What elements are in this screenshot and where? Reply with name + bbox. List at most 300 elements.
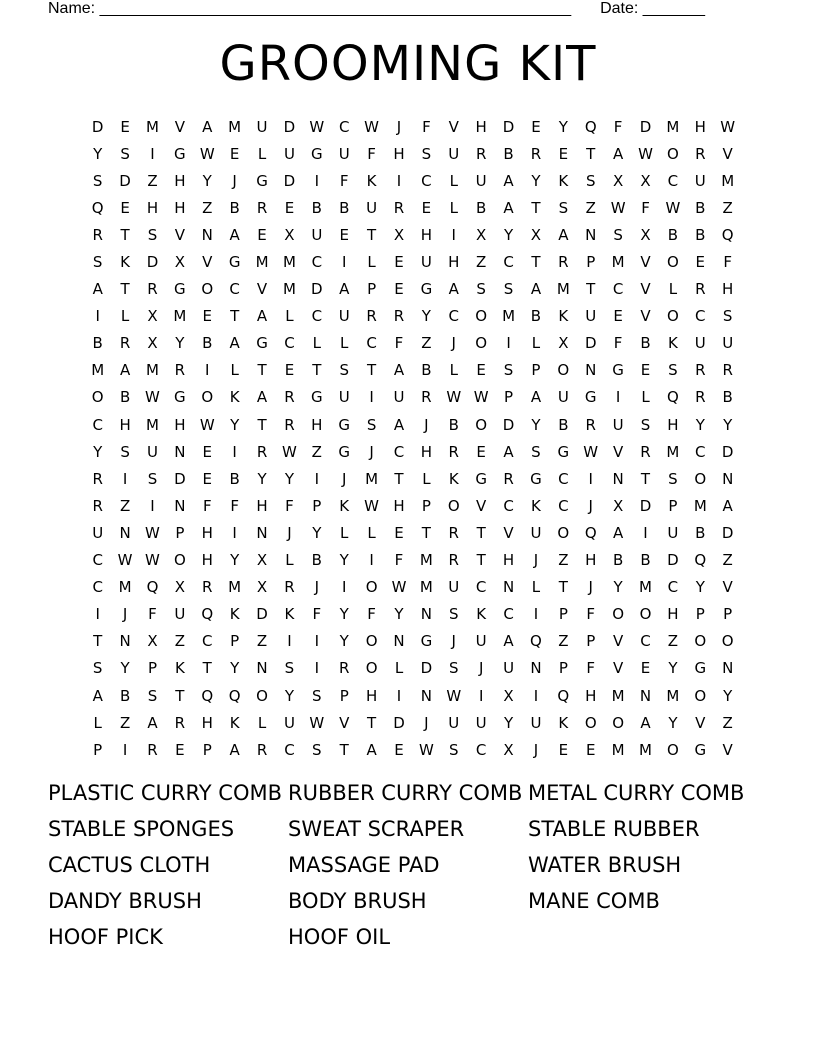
grid-letter: S (449, 659, 459, 678)
grid-row (84, 221, 741, 248)
grid-letter: H (146, 198, 159, 217)
grid-letter: O (365, 578, 378, 597)
grid-letter: M (666, 686, 680, 705)
grid-letter: A (339, 280, 350, 299)
grid-letter: I (506, 334, 511, 353)
grid-letter: A (612, 523, 624, 542)
grid-letter: N (585, 361, 597, 380)
grid-letter: D (256, 605, 268, 624)
grid-letter: S (147, 225, 158, 244)
grid-letter: X (558, 334, 569, 353)
grid-row (84, 438, 741, 465)
grid-letter: R (284, 578, 295, 597)
grid-letter: L (668, 280, 678, 299)
grid-letter: P (175, 523, 185, 542)
grid-letter: Y (284, 469, 295, 488)
grid-letter: M (666, 117, 680, 136)
grid-letter: M (639, 740, 652, 759)
grid-letter: N (201, 225, 213, 244)
grid-letter: T (257, 361, 267, 380)
grid-letter: S (120, 442, 130, 461)
grid-letter: J (396, 117, 402, 136)
grid-letter: G (174, 280, 186, 299)
grid-letter: U (722, 334, 734, 353)
grid-letter: M (282, 280, 296, 299)
grid-letter: R (393, 198, 405, 217)
grid-row (84, 140, 741, 167)
grid-letter: B (339, 198, 350, 217)
grid-letter: C (338, 117, 350, 136)
grid-letter: N (256, 659, 268, 678)
grid-letter: V (256, 280, 268, 299)
grid-row (84, 411, 741, 438)
grid-letter: V (202, 253, 213, 272)
grid-letter: R (695, 388, 706, 407)
grid-letter: C (667, 171, 679, 190)
grid-letter: A (503, 198, 514, 217)
grid-letter: Y (531, 171, 541, 190)
grid-letter: V (640, 307, 651, 326)
grid-letter: Y (257, 469, 267, 488)
grid-letter: D (146, 253, 159, 272)
grid-letter: M (365, 469, 379, 488)
grid-letter: Z (722, 198, 733, 217)
grid-letter: I (287, 632, 292, 651)
grid-letter: Y (723, 415, 733, 434)
grid-letter: M (502, 307, 516, 326)
grid-letter: L (257, 713, 267, 732)
grid-letter: A (640, 713, 651, 732)
grid-letter: Y (175, 334, 185, 353)
grid-letter: A (393, 415, 405, 434)
grid-letter: R (119, 334, 131, 353)
grid-letter: F (422, 117, 431, 136)
grid-letter: S (120, 144, 130, 163)
grid-letter: L (641, 388, 650, 407)
grid-letter: U (557, 388, 569, 407)
grid-letter: F (202, 496, 212, 515)
grid-letter: Q (530, 632, 542, 651)
grid-letter: S (449, 740, 459, 759)
grid-letter: T (476, 551, 486, 570)
grid-letter: Z (311, 442, 322, 461)
grid-letter: G (174, 388, 186, 407)
grid-letter: E (202, 469, 212, 488)
grid-letter: T (640, 469, 651, 488)
grid-letter: K (476, 605, 487, 624)
grid-letter: C (475, 578, 487, 597)
grid-letter: L (367, 253, 376, 272)
grid-letter: S (147, 686, 158, 705)
grid-letter: T (367, 361, 377, 380)
grid-row (84, 574, 741, 601)
grid-letter: S (339, 361, 349, 380)
word-list-item: HOOF OIL (288, 925, 391, 949)
grid-letter: A (229, 225, 240, 244)
grid-row (84, 357, 741, 384)
grid-letter: P (504, 388, 514, 407)
grid-letter: D (639, 117, 652, 136)
grid-letter: O (612, 605, 625, 624)
grid-letter: V (722, 144, 733, 163)
grid-letter: C (558, 469, 569, 488)
grid-letter: Y (202, 171, 212, 190)
grid-letter: U (530, 713, 542, 732)
grid-letter: R (284, 415, 295, 434)
grid-letter: B (421, 361, 432, 380)
grid-letter: J (287, 523, 292, 542)
word-list-item: DANDY BRUSH (48, 889, 202, 913)
grid-letter: I (314, 632, 320, 651)
grid-letter: V (174, 225, 185, 244)
grid-letter: F (230, 496, 239, 515)
grid-letter: A (612, 144, 624, 163)
grid-letter: W (364, 496, 380, 515)
grid-letter: D (420, 659, 433, 678)
grid-letter: O (666, 253, 679, 272)
grid-letter: G (420, 280, 433, 299)
grid-letter: J (424, 713, 429, 732)
grid-letter: I (341, 578, 347, 597)
grid-letter: F (586, 659, 596, 678)
grid-letter: X (147, 632, 158, 651)
grid-letter: M (419, 551, 433, 570)
grid-row (84, 276, 741, 303)
grid-letter: E (202, 307, 212, 326)
grid-letter: C (311, 253, 323, 272)
grid-letter: E (585, 740, 596, 759)
grid-letter: M (693, 496, 707, 515)
grid-letter: Q (146, 578, 159, 597)
grid-letter: M (639, 578, 652, 597)
name-field-label: Name: _____________________________________________________ (48, 0, 572, 17)
grid-letter: Z (256, 632, 268, 651)
grid-letter: D (502, 117, 515, 136)
grid-letter: C (695, 442, 706, 461)
grid-letter: T (476, 523, 486, 542)
grid-letter: G (311, 144, 323, 163)
grid-letter: B (612, 551, 624, 570)
grid-letter: S (531, 442, 541, 461)
grid-letter: I (451, 225, 456, 244)
grid-letter: P (558, 659, 568, 678)
grid-letter: M (611, 253, 625, 272)
grid-letter: C (612, 280, 624, 299)
grid-letter: H (420, 225, 433, 244)
grid-letter: R (256, 740, 268, 759)
grid-letter: N (722, 659, 734, 678)
grid-letter: O (639, 605, 652, 624)
grid-row (84, 167, 741, 194)
grid-letter: W (610, 198, 626, 217)
grid-letter: N (530, 659, 542, 678)
grid-letter: X (476, 225, 487, 244)
grid-letter: Y (312, 523, 322, 542)
grid-letter: R (722, 361, 733, 380)
grid-letter: Y (668, 713, 678, 732)
grid-letter: M (419, 578, 433, 597)
word-list-item: HOOF PICK (48, 925, 163, 949)
grid-letter: U (448, 578, 460, 597)
word-list-item: RUBBER CURRY COMB (288, 781, 523, 805)
grid-letter: W (446, 686, 462, 705)
grid-letter: E (175, 740, 185, 759)
grid-letter: A (722, 496, 733, 515)
grid-letter: P (421, 496, 431, 515)
grid-letter: J (232, 171, 237, 190)
grid-letter: C (448, 307, 460, 326)
grid-letter: W (418, 740, 434, 759)
grid-letter: K (174, 659, 185, 678)
grid-letter: Q (584, 523, 597, 542)
header-line (48, 0, 705, 18)
grid-letter: Y (723, 686, 733, 705)
grid-letter: K (120, 253, 130, 272)
grid-letter: K (558, 171, 569, 190)
word-list-item: STABLE SPONGES (48, 817, 235, 841)
grid-letter: U (420, 253, 432, 272)
grid-letter: L (120, 307, 130, 326)
grid-letter: J (588, 496, 593, 515)
grid-letter: X (530, 225, 542, 244)
grid-letter: A (530, 388, 542, 407)
grid-letter: Z (722, 713, 733, 732)
grid-letter: E (257, 225, 267, 244)
grid-row (84, 736, 741, 763)
grid-letter: J (122, 605, 128, 624)
date-field-label: Date: _______ (600, 0, 706, 17)
grid-letter: R (174, 713, 186, 732)
grid-letter: W (282, 442, 297, 461)
grid-letter: R (366, 307, 377, 326)
grid-letter: X (640, 171, 651, 190)
grid-letter: U (283, 713, 295, 732)
grid-letter: G (311, 388, 323, 407)
grid-letter: V (476, 496, 487, 515)
grid-letter: R (421, 388, 432, 407)
grid-letter: M (91, 361, 105, 380)
grid-letter: Q (666, 388, 679, 407)
grid-letter: P (147, 659, 157, 678)
grid-letter: G (612, 361, 624, 380)
grid-letter: M (282, 253, 296, 272)
grid-letter: N (612, 469, 624, 488)
grid-letter: F (613, 117, 623, 136)
grid-letter: U (146, 442, 158, 461)
grid-letter: U (530, 523, 542, 542)
grid-letter: W (473, 388, 489, 407)
grid-letter: M (611, 740, 625, 759)
grid-letter: X (174, 253, 185, 272)
grid-letter: H (393, 496, 405, 515)
grid-letter: B (229, 198, 240, 217)
grid-letter: H (722, 280, 734, 299)
word-list-item: SWEAT SCRAPER (288, 817, 465, 841)
grid-letter: Y (668, 659, 678, 678)
grid-letter: O (475, 334, 488, 353)
grid-letter: C (475, 740, 487, 759)
grid-letter: H (667, 415, 679, 434)
grid-letter: V (640, 280, 651, 299)
grid-letter: I (396, 686, 402, 705)
grid-letter: W (446, 388, 462, 407)
grid-letter: D (721, 523, 734, 542)
grid-letter: J (369, 442, 374, 461)
grid-letter: C (229, 280, 240, 299)
grid-row (84, 709, 741, 736)
grid-row (84, 519, 741, 546)
grid-letter: Y (230, 415, 240, 434)
grid-letter: C (92, 415, 103, 434)
grid-letter: T (175, 686, 185, 705)
grid-letter: N (393, 632, 405, 651)
grid-letter: B (202, 334, 213, 353)
grid-letter: G (256, 171, 268, 190)
grid-letter: O (201, 280, 214, 299)
grid-letter: V (722, 740, 733, 759)
word-list-item: STABLE RUBBER (528, 817, 700, 841)
grid-letter: C (311, 307, 323, 326)
grid-letter: S (147, 469, 158, 488)
grid-letter: R (695, 144, 706, 163)
grid-letter: V (722, 578, 733, 597)
grid-letter: H (174, 171, 186, 190)
grid-letter: X (612, 171, 624, 190)
grid-letter: H (585, 551, 597, 570)
grid-letter: W (145, 523, 160, 542)
grid-letter: E (394, 740, 404, 759)
grid-letter: W (583, 442, 599, 461)
grid-letter: C (393, 442, 405, 461)
grid-letter: H (448, 253, 460, 272)
grid-letter: V (448, 117, 459, 136)
grid-letter: C (695, 307, 706, 326)
grid-row (84, 547, 741, 574)
grid-letter: B (695, 225, 706, 244)
grid-letter: W (638, 144, 653, 163)
grid-row (84, 682, 741, 709)
grid-letter: R (448, 523, 459, 542)
grid-letter: W (720, 117, 736, 136)
grid-letter: O (91, 388, 104, 407)
grid-letter: N (585, 225, 597, 244)
grid-letter: D (584, 334, 597, 353)
grid-row (84, 601, 741, 628)
grid-letter: B (695, 198, 706, 217)
grid-letter: L (257, 144, 267, 163)
grid-letter: R (558, 253, 569, 272)
grid-letter: P (312, 496, 322, 515)
grid-letter: W (145, 388, 160, 407)
grid-row (84, 655, 741, 682)
grid-letter: H (201, 551, 213, 570)
grid-letter: Y (503, 225, 514, 244)
grid-letter: R (202, 578, 213, 597)
grid-letter: Y (531, 415, 541, 434)
grid-letter: U (283, 144, 295, 163)
grid-letter: A (119, 361, 131, 380)
grid-letter: U (366, 198, 378, 217)
grid-letter: U (448, 713, 460, 732)
grid-letter: T (558, 578, 568, 597)
grid-letter: B (92, 334, 103, 353)
grid-letter: J (451, 632, 456, 651)
grid-letter: S (640, 415, 651, 434)
grid-letter: Y (230, 551, 240, 570)
grid-letter: V (640, 253, 651, 272)
grid-letter: I (533, 605, 539, 624)
grid-letter: G (338, 442, 351, 461)
grid-letter: I (396, 171, 402, 190)
grid-letter: M (255, 253, 269, 272)
grid-letter: C (284, 334, 295, 353)
grid-letter: R (530, 144, 542, 163)
grid-letter: I (150, 496, 155, 515)
grid-letter: D (283, 171, 296, 190)
grid-letter: Y (421, 307, 431, 326)
grid-letter: A (503, 442, 514, 461)
grid-letter: X (284, 225, 295, 244)
grid-letter: I (341, 253, 347, 272)
grid-letter: B (695, 523, 706, 542)
grid-letter: Y (503, 713, 514, 732)
grid-letter: B (229, 469, 240, 488)
grid-letter: C (640, 632, 651, 651)
grid-letter: W (665, 198, 681, 217)
grid-letter: P (93, 740, 103, 759)
grid-letter: W (199, 144, 215, 163)
grid-letter: B (667, 225, 679, 244)
grid-letter: S (476, 280, 486, 299)
grid-letter: I (232, 523, 237, 542)
grid-letter: I (95, 605, 100, 624)
grid-letter: X (147, 334, 158, 353)
grid-letter: E (394, 253, 404, 272)
grid-letter: I (122, 469, 128, 488)
grid-letter: G (338, 415, 351, 434)
grid-letter: L (531, 578, 541, 597)
grid-letter: V (503, 523, 514, 542)
grid-letter: S (668, 361, 678, 380)
grid-letter: H (201, 523, 213, 542)
grid-row (84, 628, 741, 655)
grid-letter: T (586, 144, 596, 163)
grid-letter: M (118, 578, 132, 597)
grid-letter: Y (394, 605, 404, 624)
grid-letter: E (229, 144, 240, 163)
grid-letter: N (119, 632, 131, 651)
grid-letter: S (312, 686, 322, 705)
grid-letter: A (393, 361, 405, 380)
grid-letter: N (174, 496, 186, 515)
grid-letter: I (533, 686, 539, 705)
grid-letter: L (285, 307, 294, 326)
word-list-item: BODY BRUSH (288, 889, 427, 913)
grid-letter: R (448, 551, 459, 570)
grid-letter: Q (721, 225, 734, 244)
grid-letter: Z (585, 198, 596, 217)
grid-letter: S (92, 253, 103, 272)
grid-letter: K (229, 388, 240, 407)
grid-letter: R (695, 361, 706, 380)
grid-letter: X (393, 225, 405, 244)
grid-letter: I (588, 469, 593, 488)
grid-letter: W (199, 415, 215, 434)
grid-letter: S (449, 605, 459, 624)
grid-letter: I (369, 388, 374, 407)
grid-letter: H (585, 686, 597, 705)
grid-letter: M (146, 415, 159, 434)
